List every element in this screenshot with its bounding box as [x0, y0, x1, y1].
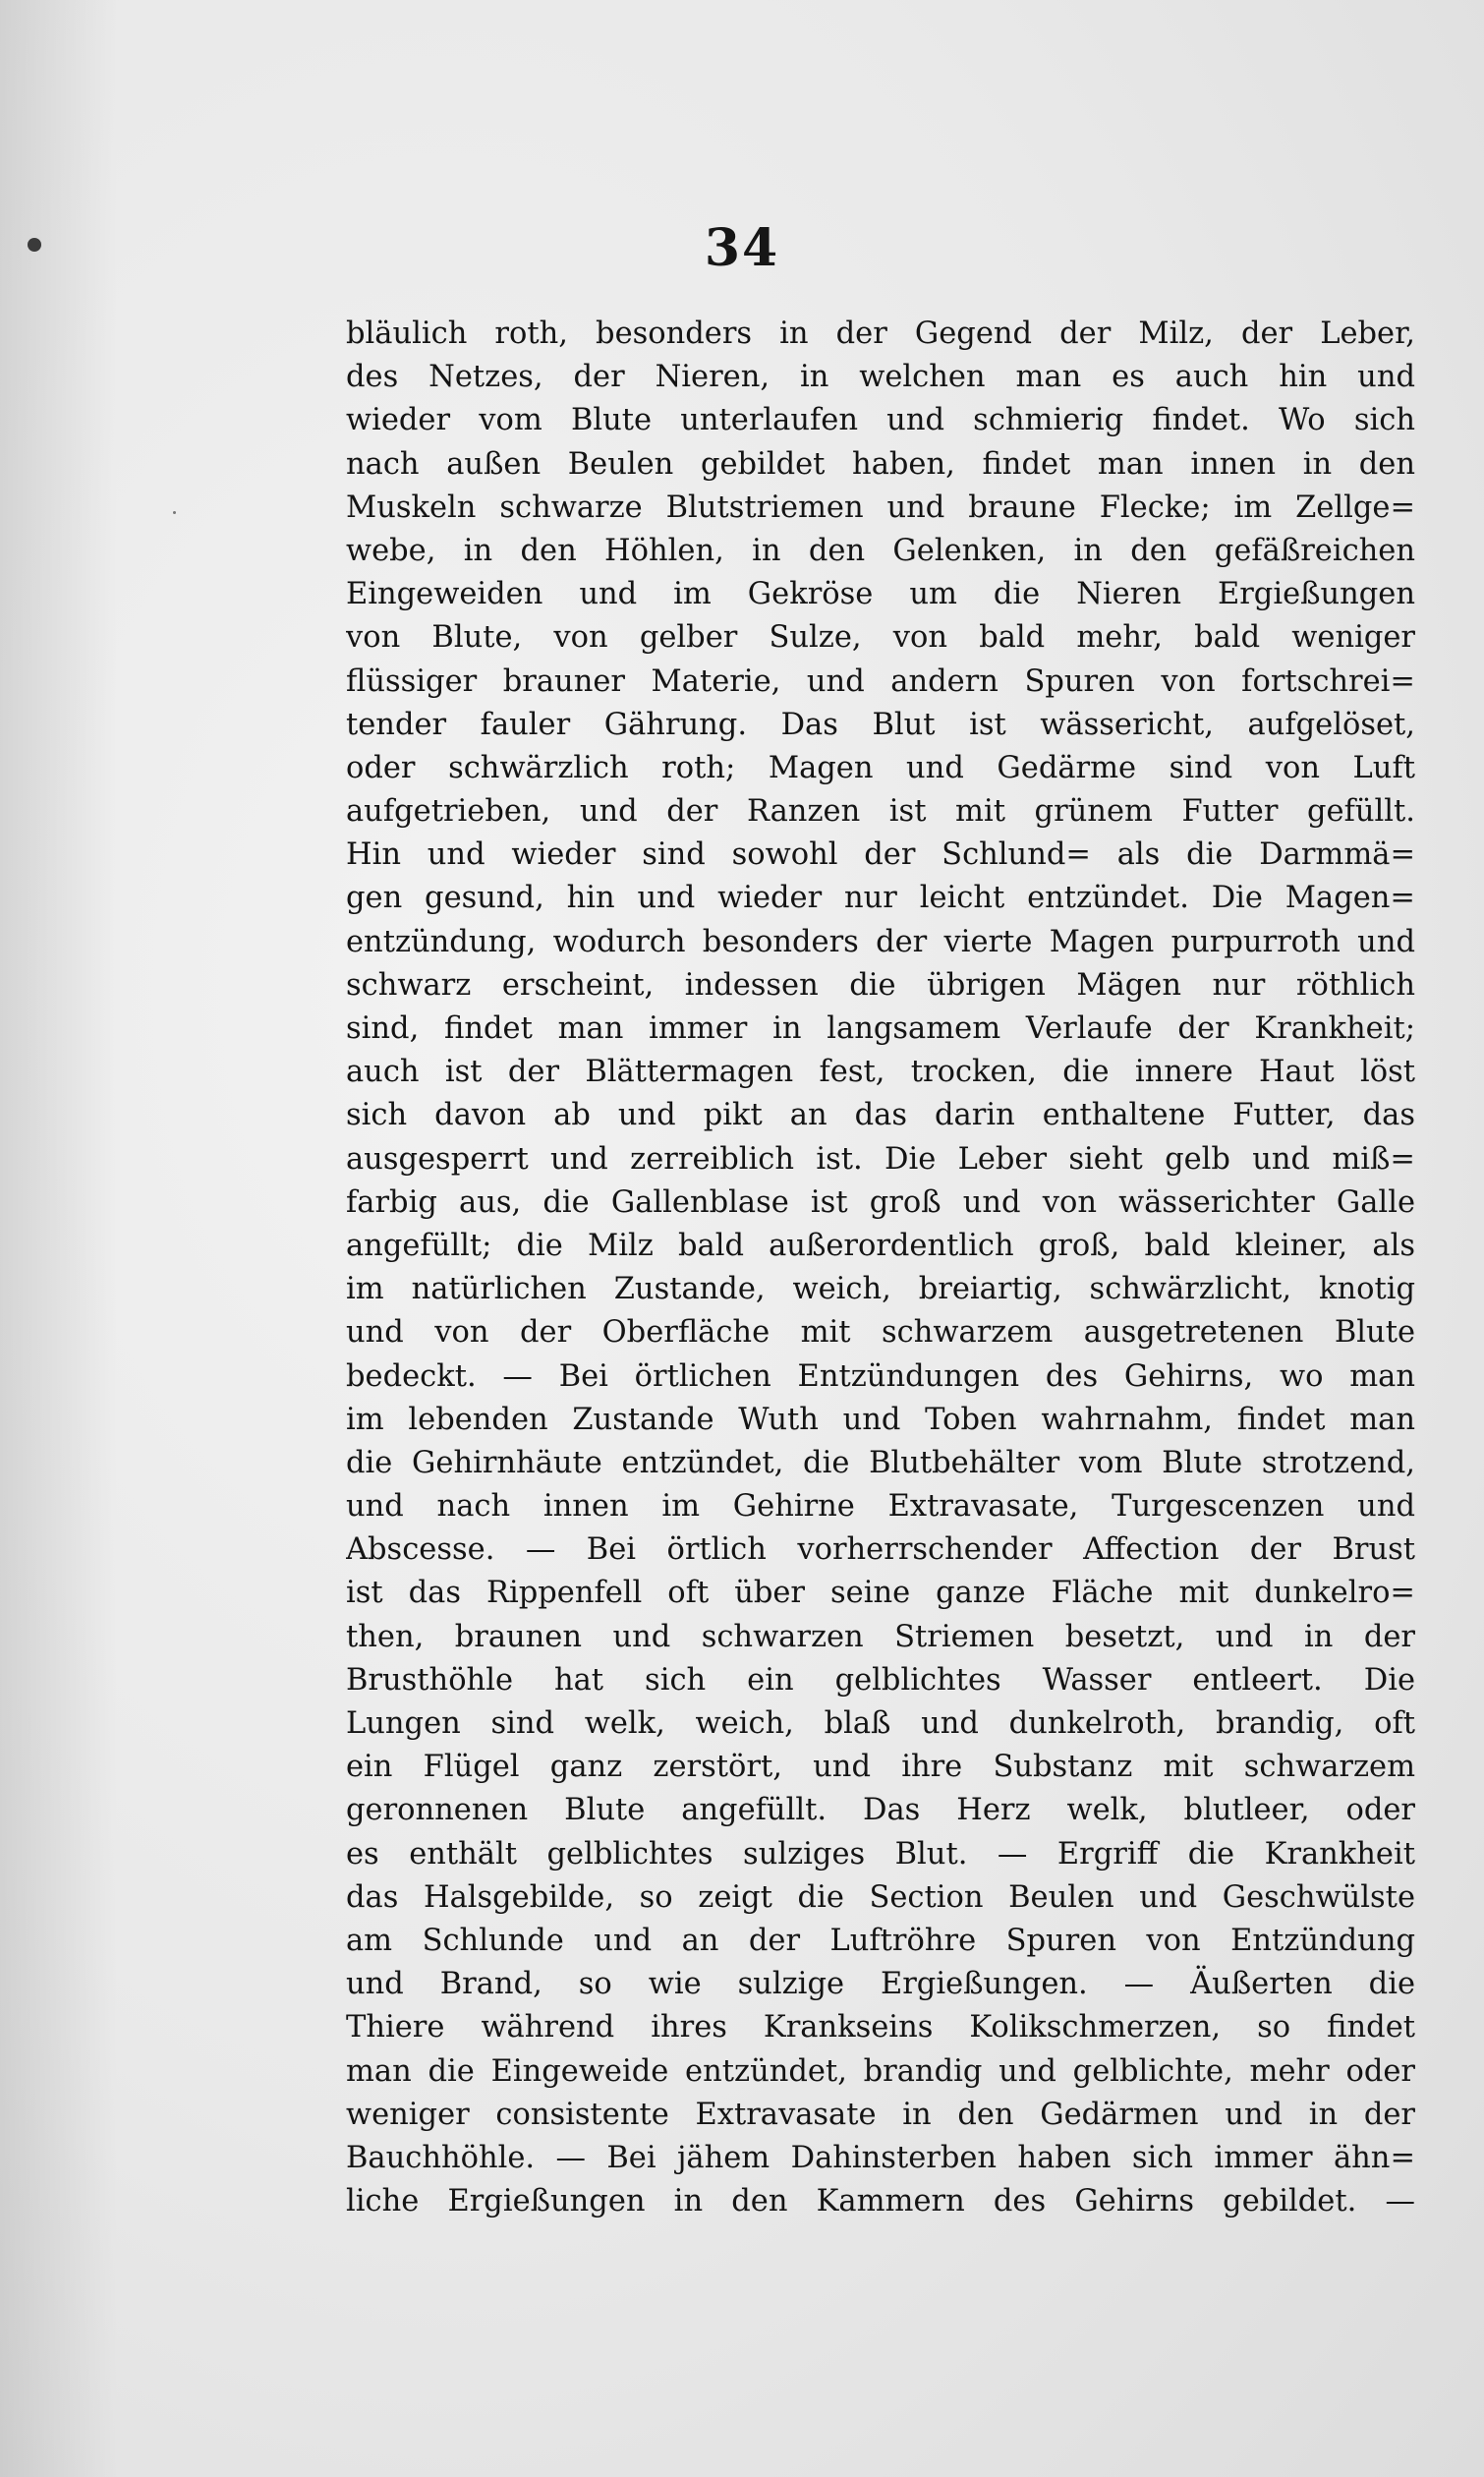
text-line: Lungen sind welk, weich, blaß und dunkelroth, brandig, oft: [346, 1706, 1415, 1741]
text-line: then, braunen und schwarzen Striemen besetzt, und in der: [346, 1619, 1415, 1654]
text-line: Eingeweiden und im Gekröse um die Nieren Ergießungen: [346, 577, 1415, 612]
text-line: aufgetrieben, und der Ranzen ist mit grünem Futter gefüllt.: [346, 794, 1415, 830]
text-line: Muskeln schwarze Blutstriemen und braune Flecke; im Zellge=: [346, 490, 1415, 525]
text-line: sind, findet man immer in langsamem Verlaufe der Krankheit;: [346, 1011, 1415, 1046]
text-line: Hin und wieder sind sowohl der Schlund= als die Darmmä=: [346, 837, 1415, 873]
text-line: man die Eingeweide entzündet, brandig und gelblichte, mehr oder: [346, 2053, 1415, 2089]
text-line: die Gehirnhäute entzündet, die Blutbehälter vom Blute strotzend,: [346, 1445, 1415, 1480]
text-line: und Brand, so wie sulzige Ergießungen. — Äußerten die: [346, 1967, 1415, 2002]
text-line: angefüllt; die Milz bald außerordentlich groß, bald kleiner, als: [346, 1228, 1415, 1263]
text-line: wieder vom Blute unterlaufen und schmierig findet. Wo sich: [346, 403, 1415, 438]
text-line: oder schwärzlich roth; Magen und Gedärme sind von Luft: [346, 750, 1415, 785]
text-line: sich davon ab und pikt an das darin enthaltene Futter, das: [346, 1098, 1415, 1133]
text-line: flüssiger brauner Materie, und andern Spuren von fortschrei=: [346, 663, 1415, 699]
text-line: geronnenen Blute angefüllt. Das Herz welk, blutleer, oder: [346, 1793, 1415, 1828]
text-line: weniger consistente Extravasate in den Gedärmen und in der: [346, 2097, 1415, 2132]
text-line: Bauchhöhle. — Bei jähem Dahinsterben haben sich immer ähn=: [346, 2140, 1415, 2175]
text-line: es enthält gelblichtes sulziges Blut. — Ergriff die Krankheit: [346, 1836, 1415, 1872]
text-line: und nach innen im Gehirne Extravasate, Turgescenzen und: [346, 1489, 1415, 1525]
text-line: webe, in den Höhlen, in den Gelenken, in den gefäßreichen: [346, 533, 1415, 568]
text-line: das Halsgebilde, so zeigt die Section Beulen und Geschwülste: [346, 1879, 1415, 1915]
text-line: Abscesse. — Bei örtlich vorherrschender Affection der Brust: [346, 1532, 1415, 1568]
text-line: liche Ergießungen in den Kammern des Gehirns gebildet. —: [346, 2184, 1415, 2219]
text-line: Thiere während ihres Krankseins Kolikschmerzen, so findet: [346, 2010, 1415, 2045]
body-text: [346, 313, 1415, 2223]
text-line: gen gesund, hin und wieder nur leicht entzündet. Die Magen=: [346, 881, 1415, 916]
page-shadow-edge: [0, 0, 118, 2477]
text-line: ist das Rippenfell oft über seine ganze Fläche mit dunkelro=: [346, 1576, 1415, 1611]
ink-speck: [173, 511, 176, 514]
text-line: und von der Oberfläche mit schwarzem ausgetretenen Blute: [346, 1315, 1415, 1351]
text-line: bedeckt. — Bei örtlichen Entzündungen des Gehirns, wo man: [346, 1358, 1415, 1394]
text-line: farbig aus, die Gallenblase ist groß und von wässerichter Galle: [346, 1184, 1415, 1220]
text-line: tender fauler Gährung. Das Blut ist wässericht, aufgelöset,: [346, 707, 1415, 742]
text-line: entzündung, wodurch besonders der vierte Magen purpurroth und: [346, 924, 1415, 959]
text-line: nach außen Beulen gebildet haben, findet man innen in den: [346, 446, 1415, 482]
page-number: 34: [704, 218, 780, 278]
text-line: schwarz erscheint, indessen die übrigen Mägen nur röthlich: [346, 967, 1415, 1003]
text-line: ausgesperrt und zerreiblich ist. Die Leber sieht gelb und miß=: [346, 1141, 1415, 1177]
text-line: am Schlunde und an der Luftröhre Spuren von Entzündung: [346, 1923, 1415, 1958]
text-line: Brusthöhle hat sich ein gelblichtes Wasser entleert. Die: [346, 1662, 1415, 1698]
text-line: von Blute, von gelber Sulze, von bald mehr, bald weniger: [346, 620, 1415, 656]
text-line: im lebenden Zustande Wuth und Toben wahrnahm, findet man: [346, 1402, 1415, 1437]
text-line: im natürlichen Zustande, weich, breiartig, schwärzlicht, knotig: [346, 1272, 1415, 1307]
text-line: auch ist der Blättermagen fest, trocken, die innere Haut löst: [346, 1055, 1415, 1090]
text-line: ein Flügel ganz zerstört, und ihre Substanz mit schwarzem: [346, 1750, 1415, 1785]
text-line: des Netzes, der Nieren, in welchen man es auch hin und: [346, 360, 1415, 395]
text-line: bläulich roth, besonders in der Gegend der Milz, der Leber,: [346, 317, 1415, 351]
